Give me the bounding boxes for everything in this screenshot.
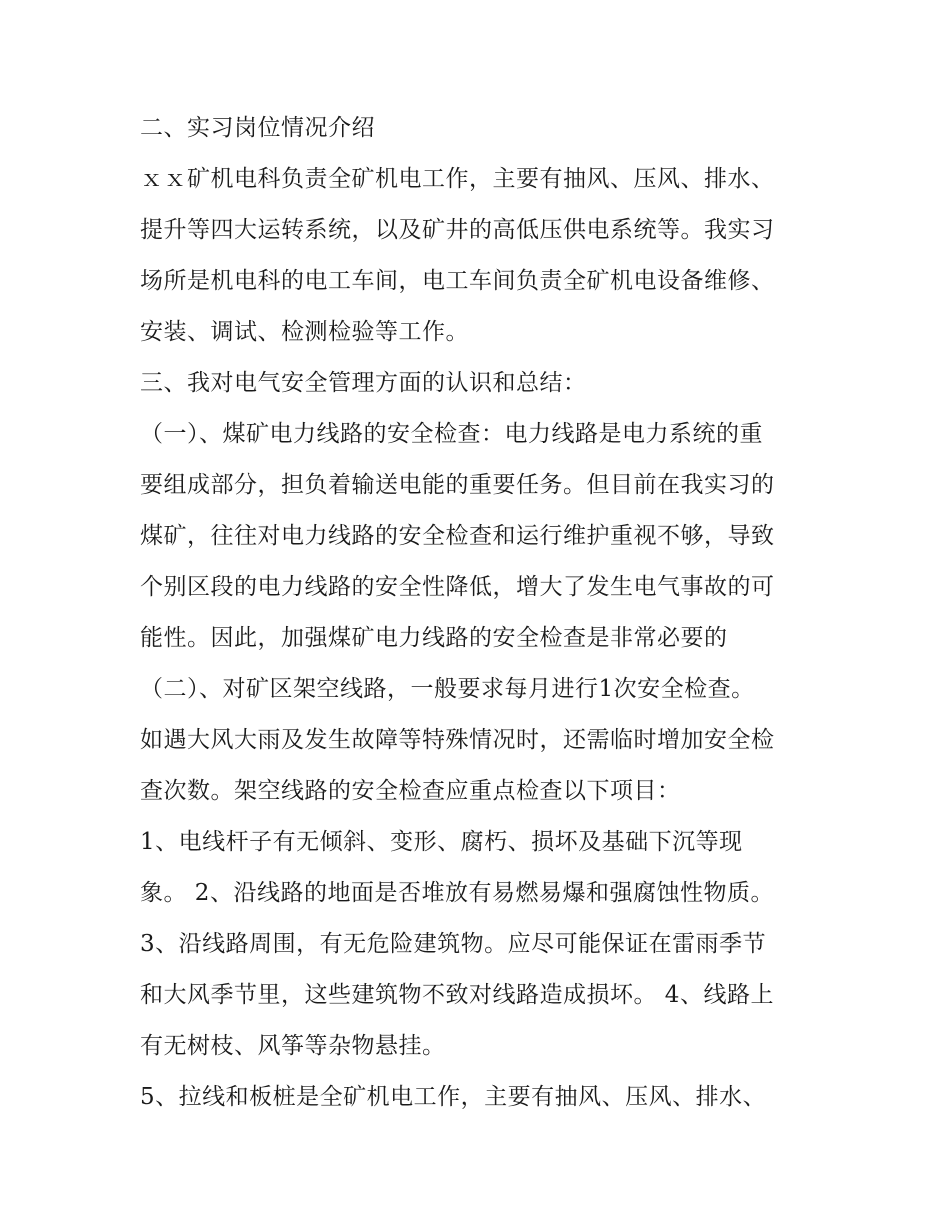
paragraph-line: 要组成部分，担负着输送电能的重要任务。但目前在我实习的 (140, 472, 775, 498)
paragraph-line: 提升等四大运转系统，以及矿井的高低压供电系统等。我实习 (140, 217, 775, 243)
paragraph-line: （二）、对矿区架空线路，一般要求每月进行1次安全检查。 (140, 676, 755, 702)
paragraph-line: 个别区段的电力线路的安全性降低，增大了发生电气事故的可 (140, 574, 775, 600)
paragraph-line: 场所是机电科的电工车间，电工车间负责全矿机电设备维修、 (140, 268, 775, 294)
paragraph-line: ｘｘ矿机电科负责全矿机电工作，主要有抽风、压风、排水、 (140, 166, 775, 192)
list-item-line: 5、拉线和板桩是全矿机电工作，主要有抽风、压风、排水、 (140, 1084, 767, 1110)
list-item-line: 1、电线杆子有无倾斜、变形、腐朽、损坏及基础下沉等现 (140, 829, 743, 855)
list-item-line: 有无树枝、风筝等杂物悬挂。 (140, 1033, 446, 1059)
list-item-line: 3、沿线路周围，有无危险建筑物。应尽可能保证在雷雨季节 (140, 931, 767, 957)
paragraph-line: （一）、煤矿电力线路的安全检查：电力线路是电力系统的重 (140, 421, 763, 447)
list-item-line: 象。 2、沿线路的地面是否堆放有易燃易爆和强腐蚀性物质。 (140, 880, 774, 906)
section-heading-internship-position: 二、实习岗位情况介绍 (140, 115, 375, 141)
paragraph-line: 安装、调试、检测检验等工作。 (140, 319, 469, 345)
paragraph-line: 如遇大风大雨及发生故障等特殊情况时，还需临时增加安全检 (140, 727, 775, 753)
list-item-line: 和大风季节里，这些建筑物不致对线路造成损坏。 4、线路上 (140, 982, 774, 1008)
paragraph-line: 查次数。架空线路的安全检查应重点检查以下项目： (140, 778, 681, 804)
section-heading-safety-management: 三、我对电气安全管理方面的认识和总结： (140, 370, 587, 396)
paragraph-line: 能性。因此，加强煤矿电力线路的安全检查是非常必要的 (140, 625, 728, 651)
paragraph-line: 煤矿，往往对电力线路的安全检查和运行维护重视不够，导致 (140, 523, 775, 549)
